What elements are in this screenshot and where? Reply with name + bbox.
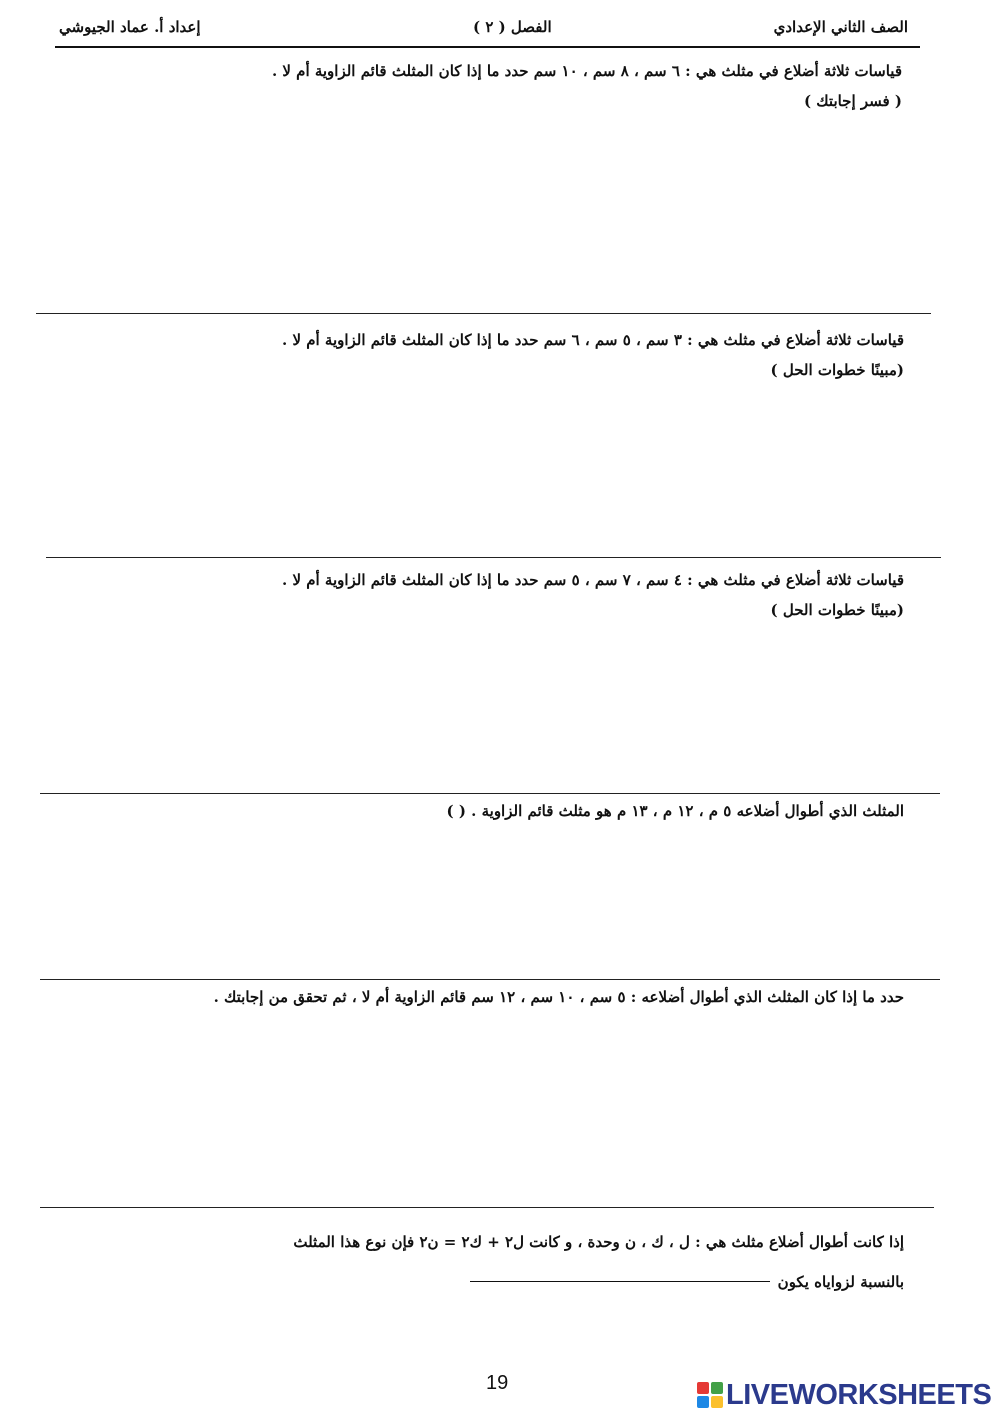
divider-5 bbox=[40, 1207, 934, 1208]
page-number: 19 bbox=[486, 1372, 509, 1394]
logo-square-yellow bbox=[711, 1396, 723, 1408]
author-label: إعداد أ. عماد الجيوشي bbox=[59, 18, 201, 36]
liveworksheets-logo-icon bbox=[697, 1382, 723, 1408]
chapter-label: الفصل ( ٢ ) bbox=[473, 18, 552, 36]
question-6-completion bbox=[293, 1262, 904, 1302]
question-1-note: ( فسر إجابتك ) bbox=[803, 92, 902, 110]
question-4 bbox=[447, 796, 904, 826]
liveworksheets-brand bbox=[697, 1378, 991, 1412]
question-2-note: (مبينًا خطوات الحل ) bbox=[770, 361, 904, 379]
question-2-text: قياسات ثلاثة أضلاع في مثلث هي : ٣ سم ، ٥ سم ، ٦ سم حدد ما إذا كان المثلث قائم الزاوية أم لا . bbox=[282, 331, 904, 349]
divider-2 bbox=[46, 557, 941, 558]
header-divider bbox=[55, 46, 920, 48]
question-3 bbox=[282, 565, 904, 625]
question-3-note: (مبينًا خطوات الحل ) bbox=[770, 601, 904, 619]
liveworksheets-wordmark: LIVEWORKSHEETS bbox=[726, 1378, 992, 1411]
question-5 bbox=[214, 982, 904, 1012]
question-6-prompt: بالنسبة لزواياه يكون bbox=[777, 1273, 904, 1291]
divider-4 bbox=[40, 979, 940, 980]
question-2 bbox=[282, 325, 904, 385]
page-header bbox=[55, 18, 920, 46]
question-6-text: إذا كانت أطوال أضلاع مثلث هي : ل ، ك ، ن وحدة ، و كانت ل٢ + ك٢ = ن٢ فإن نوع هذا المثلث bbox=[293, 1233, 904, 1251]
question-1 bbox=[272, 56, 902, 116]
divider-3 bbox=[40, 793, 940, 794]
question-5-text: حدد ما إذا كان المثلث الذي أطوال أضلاعه : ٥ سم ، ١٠ سم ، ١٢ سم قائم الزاوية أم لا ، ثم تحقق من إجابتك . bbox=[213, 988, 904, 1006]
question-6 bbox=[293, 1222, 904, 1302]
answer-blank-line[interactable] bbox=[470, 1281, 770, 1282]
logo-square-red bbox=[697, 1382, 709, 1394]
divider-1 bbox=[36, 313, 931, 314]
logo-square-blue bbox=[697, 1396, 709, 1408]
question-4-text: المثلث الذي أطوال أضلاعه ٥ م ، ١٢ م ، ١٣ م هو مثلث قائم الزاوية . ( ) bbox=[446, 802, 904, 820]
logo-square-green bbox=[711, 1382, 723, 1394]
question-1-text: قياسات ثلاثة أضلاع في مثلث هي : ٦ سم ، ٨ سم ، ١٠ سم حدد ما إذا كان المثلث قائم الزاوية أم لا . bbox=[271, 62, 902, 80]
grade-label: الصف الثاني الإعدادي bbox=[773, 18, 908, 36]
question-3-text: قياسات ثلاثة أضلاع في مثلث هي : ٤ سم ، ٧ سم ، ٥ سم حدد ما إذا كان المثلث قائم الزاوية أم لا . bbox=[282, 571, 904, 589]
